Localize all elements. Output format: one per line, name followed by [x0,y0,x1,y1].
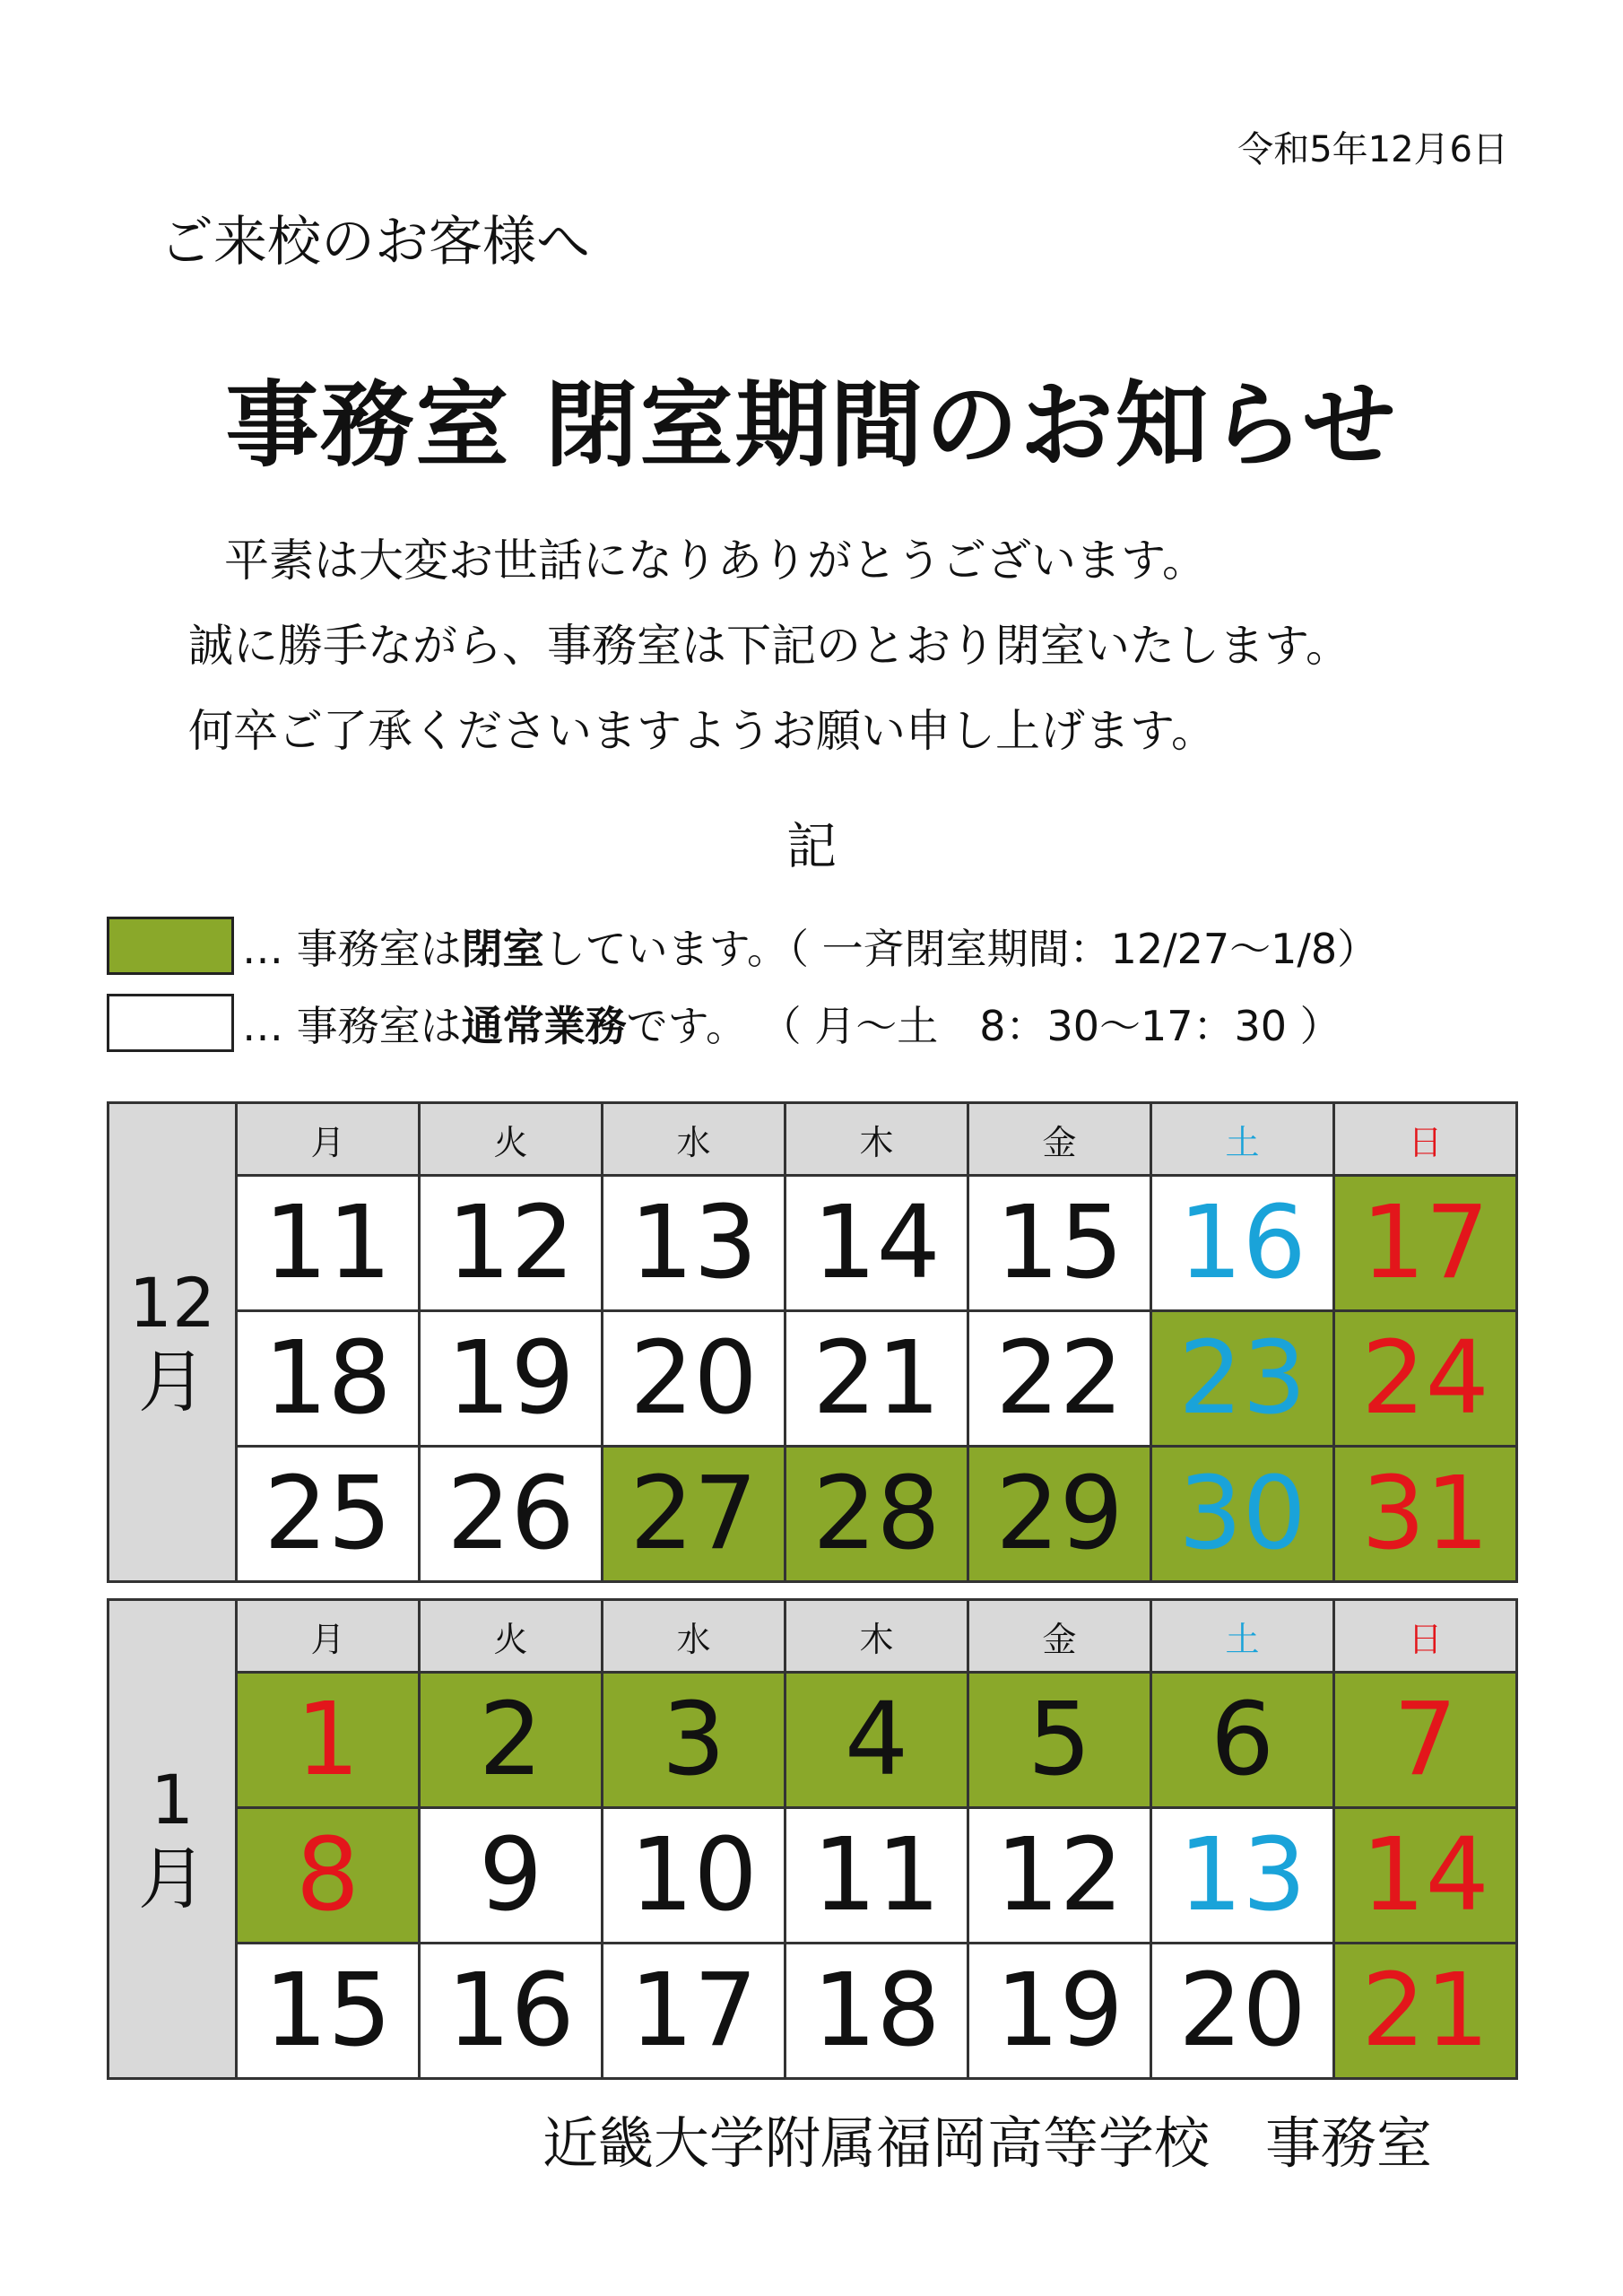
legend-open-suffix: です。 （ 月～土 8：30～17：30 ） [626,1002,1341,1050]
weekday-header: 金 [968,1103,1151,1176]
day-cell-closed: 31 [1334,1447,1517,1582]
day-cell-closed: 14 [1334,1808,1517,1944]
intro-line-2: 誠に勝手ながら、事務室は下記のとおり閉室いたします。 [188,620,1350,672]
weekday-header: 火 [420,1103,603,1176]
legend-closed-swatch [107,917,234,975]
legend-open-strong: 通常業務 [461,1002,627,1050]
legend-open-prefix: … 事務室は [242,1002,462,1050]
day-cell-open: 13 [1151,1808,1334,1944]
day-cell-open: 25 [237,1447,420,1582]
day-cell-open: 21 [785,1311,968,1447]
weekday-header: 土 [1151,1103,1334,1176]
week-row [108,1176,1517,1311]
day-cell-open: 16 [420,1944,603,2079]
day-cell-closed: 27 [603,1447,785,1582]
legend-closed-prefix: … 事務室は [242,925,462,973]
day-cell-closed: 24 [1334,1311,1517,1447]
intro-line-1: 平素は大変お世話になりありがとうございます。 [224,535,1207,587]
day-cell-closed: 2 [420,1673,603,1808]
day-cell-open: 26 [420,1447,603,1582]
weekday-header: 木 [785,1103,968,1176]
day-cell-closed: 6 [1151,1673,1334,1808]
day-cell-closed: 4 [785,1673,968,1808]
day-cell-closed: 1 [237,1673,420,1808]
document-date: 令和5年12月6日 [1237,129,1508,170]
day-cell-open: 19 [420,1311,603,1447]
legend-closed-text [242,917,1378,976]
month-label-part: 1 [150,1760,195,1840]
month-label [108,1103,237,1582]
week-row [108,1447,1517,1582]
month-label [108,1600,237,2079]
day-cell-closed: 21 [1334,1944,1517,2079]
weekday-header: 金 [968,1600,1151,1673]
day-cell-closed: 30 [1151,1447,1334,1582]
day-cell-open: 22 [968,1311,1151,1447]
weekday-header: 日 [1334,1103,1517,1176]
day-cell-open: 10 [603,1808,785,1944]
legend-closed-suffix: しています。（ 一斉閉室期間：12/27～1/8） [543,925,1379,973]
day-cell-closed: 5 [968,1673,1151,1808]
weekday-header: 日 [1334,1600,1517,1673]
day-cell-open: 11 [237,1176,420,1311]
weekday-header: 火 [420,1600,603,1673]
week-row [108,1673,1517,1808]
day-cell-closed: 29 [968,1447,1151,1582]
day-cell-open: 12 [420,1176,603,1311]
day-cell-closed: 8 [237,1808,420,1944]
day-cell-open: 16 [1151,1176,1334,1311]
ki-heading: 記 [786,818,837,876]
day-cell-open: 15 [237,1944,420,2079]
weekday-header: 月 [237,1103,420,1176]
month-label-part: 月 [138,1838,206,1918]
day-cell-open: 18 [785,1944,968,2079]
day-cell-closed: 28 [785,1447,968,1582]
day-cell-open: 20 [1151,1944,1334,2079]
day-cell-open: 20 [603,1311,785,1447]
day-cell-open: 15 [968,1176,1151,1311]
week-row [108,1808,1517,1944]
legend-closed-strong: 閉室 [461,925,544,973]
day-cell-closed: 23 [1151,1311,1334,1447]
intro-line-3: 何卒ご了承くださいますようお願い申し上げます。 [188,705,1216,757]
legend-open-text [242,994,1341,1053]
weekday-header: 木 [785,1600,968,1673]
page-title: 事務室 閉室期間のお知らせ [225,370,1398,480]
day-cell-open: 9 [420,1808,603,1944]
day-cell-closed: 7 [1334,1673,1517,1808]
day-cell-closed: 3 [603,1673,785,1808]
weekday-header: 水 [603,1600,785,1673]
day-cell-open: 19 [968,1944,1151,2079]
calendar-december [107,1101,1518,1583]
day-cell-closed: 17 [1334,1176,1517,1311]
month-label-part: 12 [128,1263,216,1344]
footer-signature: 近畿大学附属福岡高等学校 事務室 [542,2110,1433,2176]
calendar-january [107,1598,1518,2080]
month-label-part: 月 [138,1341,206,1422]
day-cell-open: 13 [603,1176,785,1311]
day-cell-open: 12 [968,1808,1151,1944]
week-row [108,1944,1517,2079]
legend-open-swatch [107,994,234,1052]
day-cell-open: 11 [785,1808,968,1944]
day-cell-open: 18 [237,1311,420,1447]
weekday-header: 土 [1151,1600,1334,1673]
day-cell-open: 17 [603,1944,785,2079]
day-cell-open: 14 [785,1176,968,1311]
weekday-header: 月 [237,1600,420,1673]
week-row [108,1311,1517,1447]
greeting: ご来校のお客様へ [160,211,590,274]
weekday-header: 水 [603,1103,785,1176]
